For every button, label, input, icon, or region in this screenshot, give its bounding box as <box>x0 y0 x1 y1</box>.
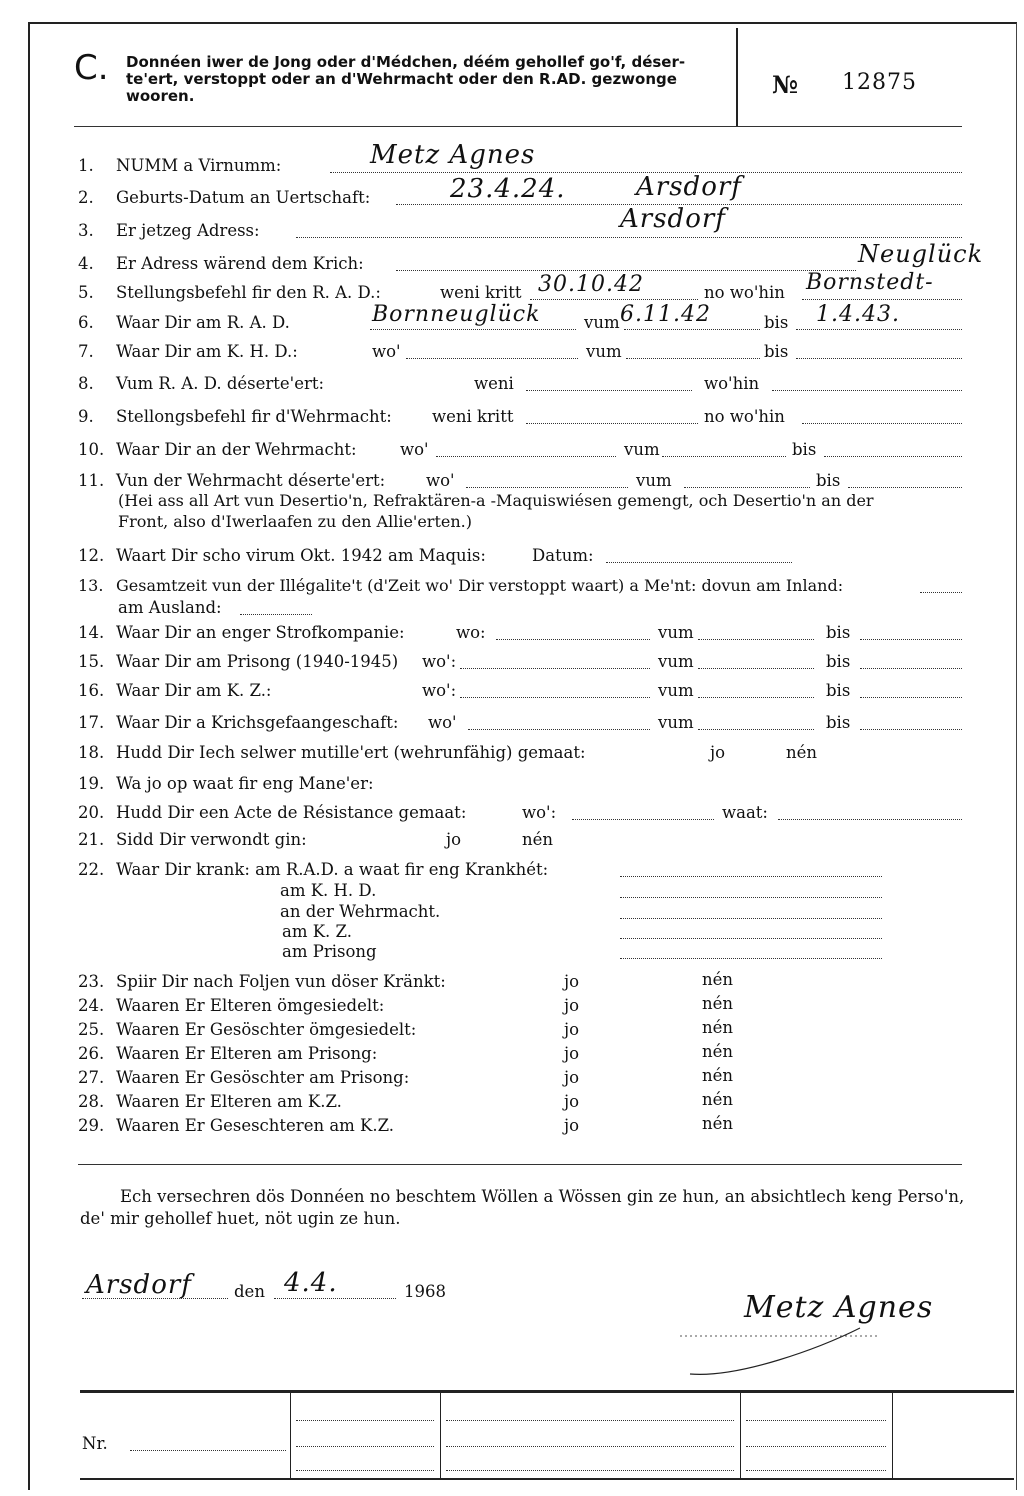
item-number: 19. <box>78 774 105 793</box>
field-line[interactable] <box>624 329 760 330</box>
field-line[interactable] <box>496 639 650 640</box>
footer-field-line[interactable] <box>446 1446 734 1447</box>
footer-top-rule <box>80 1390 1014 1393</box>
item-number: 10. <box>78 440 105 459</box>
item-number: 2. <box>78 188 94 207</box>
item-label: Waar Dir am K. Z.: <box>116 681 272 700</box>
item-number: 8. <box>78 374 94 393</box>
option-nen[interactable]: nén <box>702 994 734 1013</box>
handwritten-from-date: 6.11.42 <box>620 302 711 327</box>
option-nen[interactable]: nén <box>522 830 554 849</box>
header-rule <box>74 126 962 127</box>
bis-label: bis <box>764 342 789 361</box>
handwritten-to-date: 1.4.43. <box>816 302 900 327</box>
option-jo[interactable]: jo <box>564 1116 580 1135</box>
item-28 <box>78 1092 342 1111</box>
wo-label: wo': <box>422 652 457 671</box>
vum-label: vum <box>586 342 622 361</box>
vum-label: vum <box>584 313 620 332</box>
field-line[interactable] <box>698 697 814 698</box>
item-number: 29. <box>78 1116 105 1135</box>
wo-label: wo' <box>428 713 457 732</box>
field-line[interactable] <box>698 639 814 640</box>
header-divider <box>736 28 738 126</box>
handwritten-birth-place: Arsdorf <box>636 172 742 202</box>
item-label: Waaren Er Geseschteren am K.Z. <box>116 1116 395 1135</box>
form-title-line: te'ert, verstoppt oder an d'Wehrmacht oder den R.AD. gezwonge <box>126 70 677 88</box>
field-line[interactable] <box>620 938 882 939</box>
item-number: 25. <box>78 1020 105 1039</box>
waat-label: waat: <box>722 803 768 822</box>
weni-label: weni kritt <box>440 283 522 302</box>
field-line[interactable] <box>526 390 692 391</box>
item-label: Er jetzeg Adress: <box>116 221 260 240</box>
field-line[interactable] <box>468 729 650 730</box>
item-note: Front, also d'Iwerlaafen zu den Allie'erten.) <box>118 512 472 531</box>
wo-label: wo': <box>422 681 457 700</box>
item-1 <box>78 156 281 175</box>
item-18 <box>78 743 586 762</box>
item-number: 23. <box>78 972 105 991</box>
item-label: Waar Dir am Prisong (1940-1945) <box>116 652 399 671</box>
item-number: 3. <box>78 221 94 240</box>
sub-label: am Prisong <box>282 942 377 961</box>
option-nen[interactable]: nén <box>702 1066 734 1085</box>
handwritten-signature: Metz Agnes <box>744 1290 934 1325</box>
option-jo[interactable]: jo <box>564 1044 580 1063</box>
item-number: 9. <box>78 407 94 426</box>
field-line[interactable] <box>296 237 962 238</box>
sub-label: am K. H. D. <box>280 881 377 900</box>
item-label: Waar Dir a Krichsgefaangeschaft: <box>116 713 399 732</box>
item-number: 17. <box>78 713 105 732</box>
item-label: Sidd Dir verwondt gin: <box>116 830 307 849</box>
vum-label: vum <box>624 440 660 459</box>
item-label: Geburts-Datum an Uertschaft: <box>116 188 371 207</box>
option-jo[interactable]: jo <box>564 972 580 991</box>
field-line[interactable] <box>460 668 650 669</box>
handwritten-address: Arsdorf <box>620 204 726 234</box>
item-29 <box>78 1116 394 1135</box>
year-label: 1968 <box>404 1282 446 1301</box>
item-26 <box>78 1044 377 1063</box>
item-number: 16. <box>78 681 105 700</box>
item-22 <box>78 860 548 879</box>
field-line[interactable] <box>530 299 698 300</box>
signature-area <box>680 1278 980 1388</box>
item-label: Waaren Er Elteren ömgesiedelt: <box>116 996 385 1015</box>
item-6 <box>78 313 290 332</box>
field-line[interactable] <box>860 668 962 669</box>
item-label: Waaren Er Elteren am K.Z. <box>116 1092 342 1111</box>
handwritten-name: Metz Agnes <box>370 140 536 170</box>
bis-label: bis <box>826 652 851 671</box>
handwritten-rad-place: Bornneuglück <box>372 302 541 327</box>
bis-label: bis <box>826 713 851 732</box>
option-nen[interactable]: nén <box>702 1090 734 1109</box>
field-line[interactable] <box>620 918 882 919</box>
field-line[interactable] <box>860 639 962 640</box>
field-line[interactable] <box>860 729 962 730</box>
handwritten-war-address: Neuglück <box>858 240 984 268</box>
item-number: 5. <box>78 283 94 302</box>
handwritten-signing-date: 4.4. <box>284 1268 338 1298</box>
item-label: Er Adress wärend dem Krich: <box>116 254 364 273</box>
declaration-text: Ech versechren dös Donnéen no beschtem Wöllen a Wössen gin ze hun, an absichtlech keng Perso'n, de' mir gehollef huet, nöt ugin ze hun. <box>80 1187 965 1228</box>
nr-label: Nr. <box>82 1434 108 1453</box>
wohin-label: no wo'hin <box>704 283 785 302</box>
item-number: 12. <box>78 546 105 565</box>
item-5 <box>78 283 381 302</box>
footer-column-divider <box>892 1392 893 1480</box>
option-jo[interactable]: jo <box>564 1068 580 1087</box>
field-line[interactable] <box>406 358 578 359</box>
field-line[interactable] <box>860 697 962 698</box>
field-line[interactable] <box>662 456 786 457</box>
item-label: Waar Dir an der Wehrmacht: <box>116 440 357 459</box>
item-label: Waar Dir am R. A. D. <box>116 313 290 332</box>
field-line[interactable] <box>698 729 814 730</box>
item-4 <box>78 254 364 273</box>
handwritten-signing-place: Arsdorf <box>86 1270 192 1300</box>
item-16 <box>78 681 272 700</box>
item-14 <box>78 623 405 642</box>
option-jo[interactable]: jo <box>564 1020 580 1039</box>
weni-label: weni <box>474 374 514 393</box>
item-label: Waaren Er Elteren am Prisong: <box>116 1044 378 1063</box>
bis-label: bis <box>826 623 851 642</box>
item-number: 26. <box>78 1044 105 1063</box>
option-jo[interactable]: jo <box>710 743 726 762</box>
footer-field-line[interactable] <box>296 1470 434 1471</box>
item-23 <box>78 972 446 991</box>
wohin-label: no wo'hin <box>704 407 785 426</box>
bis-label: bis <box>792 440 817 459</box>
date-line[interactable] <box>274 1298 396 1299</box>
field-line[interactable] <box>684 487 810 488</box>
wo-label: wo' <box>372 342 401 361</box>
sub-label: an der Wehrmacht. <box>280 902 441 921</box>
field-line[interactable] <box>778 819 962 820</box>
item-10 <box>78 440 357 459</box>
vum-label: vum <box>658 623 694 642</box>
item-label: Wa jo op waat fir eng Mane'er: <box>116 774 374 793</box>
handwritten-date: 30.10.42 <box>538 272 644 297</box>
item-label: NUMM a Virnumm: <box>116 156 282 175</box>
number-symbol: № <box>772 70 799 99</box>
bis-label: bis <box>816 471 841 490</box>
handwritten-birth-date: 23.4.24. <box>450 174 566 204</box>
option-jo[interactable]: jo <box>446 830 462 849</box>
item-3 <box>78 221 260 240</box>
item-number: 1. <box>78 156 94 175</box>
vum-label: vum <box>658 652 694 671</box>
field-line[interactable] <box>620 958 882 959</box>
wo-label: wo: <box>456 623 486 642</box>
wo-label: wo' <box>400 440 429 459</box>
option-nen[interactable]: nén <box>702 1042 734 1061</box>
option-nen[interactable]: nén <box>702 970 734 989</box>
wo-label: wo' <box>426 471 455 490</box>
item-number: 11. <box>78 471 105 490</box>
item-7 <box>78 342 298 361</box>
field-line[interactable] <box>620 897 882 898</box>
datum-label: Datum: <box>532 546 594 565</box>
item-label: Stellungsbefehl fir den R. A. D.: <box>116 283 381 302</box>
place-line[interactable] <box>82 1298 228 1299</box>
footer-field-line[interactable] <box>446 1420 734 1421</box>
item-2 <box>78 188 370 207</box>
item-25 <box>78 1020 416 1039</box>
form-title <box>126 54 726 105</box>
option-nen[interactable]: nén <box>786 743 818 762</box>
footer-column-divider <box>740 1392 741 1480</box>
item-number: 21. <box>78 830 105 849</box>
field-line[interactable] <box>370 329 576 330</box>
field-line[interactable] <box>920 592 962 593</box>
item-12 <box>78 546 486 565</box>
field-line[interactable] <box>796 358 962 359</box>
wo-label: wo': <box>522 803 557 822</box>
item-number: 22. <box>78 860 105 879</box>
item-label: Waaren Er Gesöschter ömgesiedelt: <box>116 1020 417 1039</box>
field-line[interactable] <box>620 876 882 877</box>
handwritten-place: Bornstedt- <box>806 270 934 295</box>
den-label: den <box>234 1282 265 1301</box>
item-9 <box>78 407 392 426</box>
footer-field-line[interactable] <box>296 1446 434 1447</box>
item-number: 27. <box>78 1068 105 1087</box>
item-number: 15. <box>78 652 105 671</box>
field-line[interactable] <box>396 270 856 271</box>
item-number: 13. <box>78 576 104 595</box>
footer-column-divider <box>440 1392 441 1480</box>
option-jo[interactable]: jo <box>564 1092 580 1111</box>
item-label: Hudd Dir Iech selwer mutille'ert (wehrunfähig) gemaat: <box>116 743 586 762</box>
item-number: 14. <box>78 623 105 642</box>
item-number: 18. <box>78 743 105 762</box>
field-line[interactable] <box>698 668 814 669</box>
option-nen[interactable]: nén <box>702 1018 734 1037</box>
weni-label: weni kritt <box>432 407 514 426</box>
item-27 <box>78 1068 409 1087</box>
field-line[interactable] <box>802 423 962 424</box>
field-line[interactable] <box>802 299 962 300</box>
item-19 <box>78 774 374 793</box>
wohin-label: wo'hin <box>704 374 760 393</box>
item-21 <box>78 830 307 849</box>
item-label: am Ausland: <box>118 598 222 617</box>
nr-field-line[interactable] <box>130 1450 286 1451</box>
vum-label: vum <box>658 681 694 700</box>
field-line[interactable] <box>626 358 760 359</box>
form-section-letter: C. <box>74 48 109 88</box>
item-label: Waart Dir scho virum Okt. 1942 am Maquis: <box>116 546 486 565</box>
option-jo[interactable]: jo <box>564 996 580 1015</box>
item-13 <box>78 576 843 595</box>
item-20 <box>78 803 466 822</box>
item-label: Waar Dir am K. H. D.: <box>116 342 298 361</box>
field-line[interactable] <box>572 819 714 820</box>
field-line[interactable] <box>460 697 650 698</box>
footer-column-divider <box>290 1392 291 1480</box>
item-label: Waaren Er Gesöschter am Prisong: <box>116 1068 410 1087</box>
field-line[interactable] <box>526 423 698 424</box>
item-label: Vun der Wehrmacht déserte'ert: <box>116 471 386 490</box>
form-title-line: wooren. <box>126 87 195 105</box>
item-number: 20. <box>78 803 105 822</box>
item-number: 4. <box>78 254 94 273</box>
field-line[interactable] <box>240 614 312 615</box>
field-line[interactable] <box>848 487 962 488</box>
field-line[interactable] <box>824 456 962 457</box>
bis-label: bis <box>826 681 851 700</box>
item-label: Stellongsbefehl fir d'Wehrmacht: <box>116 407 392 426</box>
item-note: (Hei ass all Art vun Desertio'n, Refraktären-a -Maquiswiésen gemengt, och Desertio'n an der <box>118 491 874 510</box>
field-line[interactable] <box>436 456 616 457</box>
footer-field-line[interactable] <box>296 1420 434 1421</box>
item-label: Hudd Dir een Acte de Résistance gemaat: <box>116 803 467 822</box>
footer-bottom-rule <box>80 1478 1014 1480</box>
item-8 <box>78 374 324 393</box>
field-line[interactable] <box>796 329 962 330</box>
footer-field-line[interactable] <box>746 1420 886 1421</box>
form-title-line: Donnéen iwer de Jong oder d'Médchen, déém gehollef go'f, déser- <box>126 53 686 71</box>
item-15 <box>78 652 398 671</box>
form-number: 12875 <box>842 70 917 95</box>
footer-field-line[interactable] <box>746 1470 886 1471</box>
footer-field-line[interactable] <box>746 1446 886 1447</box>
field-line[interactable] <box>772 390 962 391</box>
section-divider <box>78 1164 962 1165</box>
footer-field-line[interactable] <box>446 1470 734 1471</box>
option-nen[interactable]: nén <box>702 1114 734 1133</box>
item-17 <box>78 713 398 732</box>
item-number: 28. <box>78 1092 105 1111</box>
item-number: 6. <box>78 313 94 332</box>
item-number: 24. <box>78 996 105 1015</box>
vum-label: vum <box>636 471 672 490</box>
item-number: 7. <box>78 342 94 361</box>
field-line[interactable] <box>466 487 628 488</box>
vum-label: vum <box>658 713 694 732</box>
bis-label: bis <box>764 313 789 332</box>
item-24 <box>78 996 384 1015</box>
item-label: Gesamtzeit vun der Illégalite't (d'Zeit wo' Dir verstoppt waart) a Me'nt: dovun am Inland: <box>116 576 844 595</box>
item-label: Spiir Dir nach Foljen vun döser Kränkt: <box>116 972 446 991</box>
item-label: Waar Dir krank: am R.A.D. a waat fir eng Krankhét: <box>116 860 549 879</box>
field-line[interactable] <box>606 562 792 563</box>
item-label: Vum R. A. D. déserte'ert: <box>116 374 325 393</box>
sub-label: am K. Z. <box>282 922 352 941</box>
item-label: Waar Dir an enger Strofkompanie: <box>116 623 405 642</box>
item-11 <box>78 471 385 490</box>
